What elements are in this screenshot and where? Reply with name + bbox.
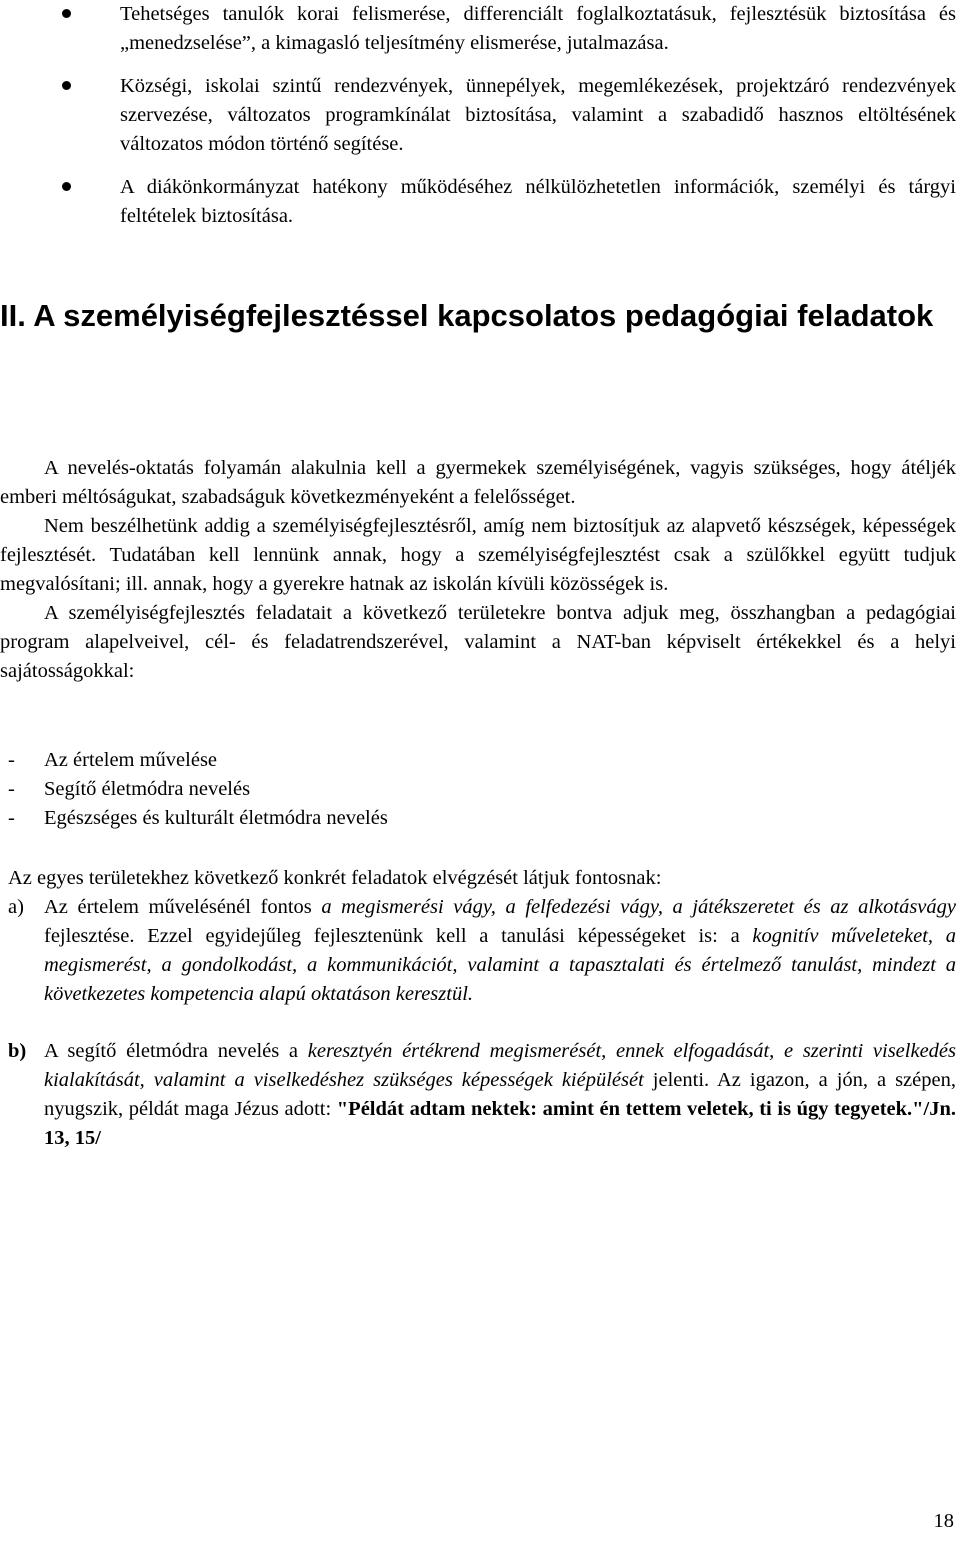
task-marker: b) — [8, 1040, 27, 1062]
bullet-icon — [62, 182, 71, 191]
area-text: Az értelem művelése — [44, 749, 218, 771]
bullet-item — [0, 173, 960, 231]
paragraph: A nevelés-oktatás folyamán alakulnia kell a gyermekek személyiségének, vagyis szükséges, hogy átéljék emberi méltóságukat, szabadságuk következményeként a felelősséget. — [0, 457, 956, 508]
section-heading: II. A személyiségfejlesztéssel kapcsolatos pedagógiai feladatok — [0, 298, 934, 333]
task-marker: a) — [8, 896, 24, 918]
bullet-text: Tehetséges tanulók korai felismerése, differenciált foglalkoztatásuk, fejlesztésük biztosítása és „menedzselése”, a kimagasló teljesítmény elismerése, jutalmazása. — [120, 3, 956, 54]
area-list — [0, 746, 956, 833]
bullet-item — [0, 72, 960, 159]
bullet-text: Községi, iskolai szintű rendezvények, ünnepélyek, megemlékezések, projektzáró rendezvények szervezése, változatos programkínálat biztosítása, valamint a szabadidő hasznos eltöltésének változatos módon történő segítése. — [120, 75, 956, 155]
tasks-lead: Az egyes területekhez következő konkrét feladatok elvégzését látjuk fontosnak: — [8, 867, 662, 889]
paragraph: A személyiségfejlesztés feladatait a következő területekre bontva adjuk meg, összhangban a pedagógiai program alapelveivel, cél- és feladatrendszerével, valamint a NAT-ban képviselt értékekkel és a helyi sajátosságokkal: — [0, 602, 956, 682]
area-text: Egészséges és kulturált életmódra nevelés — [44, 807, 388, 829]
task-italic-text: keresztyén értékrend megismerését, ennek elfogadását, e szerinti viselkedés kialakítását, valamint a viselkedéshez szükséges képességek kiépülését — [44, 1040, 956, 1091]
task-section — [0, 864, 956, 1153]
area-item — [0, 746, 956, 775]
task-text: A segítő életmódra nevelés a — [44, 1040, 308, 1062]
bullet-item — [0, 0, 960, 58]
bullet-icon — [62, 9, 71, 18]
area-item — [0, 804, 956, 833]
dash-marker: - — [8, 749, 15, 771]
area-text: Segítő életmódra nevelés — [44, 778, 251, 800]
task-item-b — [0, 1037, 956, 1153]
intro-text — [0, 454, 956, 686]
task-text: Az értelem művelésénél fontos — [44, 896, 322, 918]
task-text: fejlesztése. Ezzel egyidejűleg fejlesztenünk kell a tanulási képességeket is: a — [44, 925, 753, 947]
paragraph: Nem beszélhetünk addig a személyiségfejlesztésről, amíg nem biztosítjuk az alapvető készségek, képességek fejlesztését. Tudatában kell lennünk annak, hogy a személyiségfejlesztést csak a szülőkkel együtt tudjuk megvalósítani; ill. annak, hogy a gyerekre hatnak az iskolán kívüli közösségek is. — [0, 515, 956, 595]
task-italic-text: kognitív műveleteket, a megismerést, a gondolkodást, a kommunikációt, valamint a tapasztalati és értelmező tanulást, mindezt a következetes kompetencia alapú oktatáson keresztül. — [44, 925, 956, 1005]
bullet-icon — [62, 81, 71, 90]
task-item-a — [0, 893, 956, 1009]
task-text: jelenti. Az igazon, a jón, a szépen, nyugszik, példát maga Jézus adott: — [44, 1069, 956, 1120]
task-italic-text: a megismerési vágy, a felfedezési vágy, a játékszeretet és az alkotásvágy — [321, 896, 956, 918]
page-number: 18 — [933, 1510, 954, 1532]
dash-marker: - — [8, 807, 15, 829]
bible-quote: "Példát adtam nektek: amint én tettem veletek, ti is úgy tegyetek."/Jn. 13, 15/ — [44, 1098, 957, 1149]
bullet-list — [0, 0, 960, 245]
dash-marker: - — [8, 778, 15, 800]
area-item — [0, 775, 956, 804]
bullet-text: A diákönkormányzat hatékony működéséhez nélkülözhetetlen információk, személyi és tárgyi feltételek biztosítása. — [120, 176, 956, 227]
